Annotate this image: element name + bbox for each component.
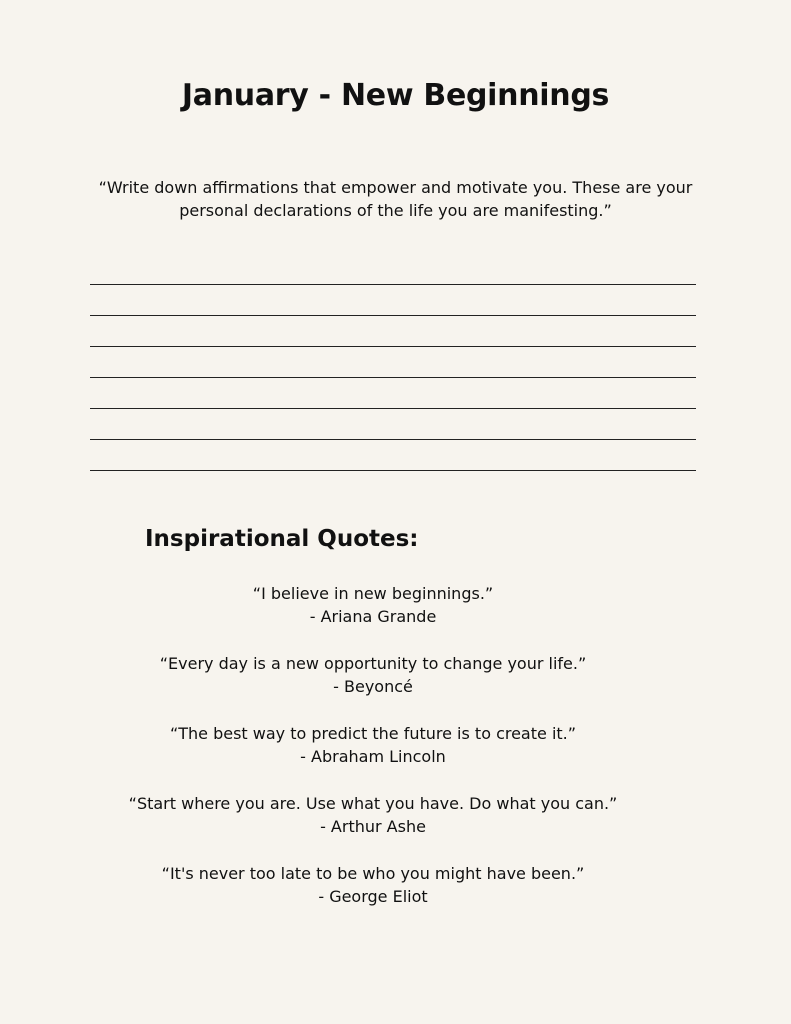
quote-author: - Ariana Grande bbox=[309, 607, 437, 626]
quote-author: - Beyoncé bbox=[333, 677, 413, 696]
page-title: January - New Beginnings bbox=[181, 78, 610, 113]
quote-text: “Every day is a new opportunity to change your life.” bbox=[159, 654, 587, 673]
quotes-list bbox=[90, 582, 656, 932]
quote-author: - Arthur Ashe bbox=[320, 817, 426, 836]
quote-item bbox=[90, 792, 656, 862]
quote-text: “The best way to predict the future is to create it.” bbox=[169, 724, 577, 743]
quote-item bbox=[90, 652, 656, 722]
quote-text: “It's never too late to be who you might have been.” bbox=[161, 864, 585, 883]
affirmation-instructions: “Write down affirmations that empower and motivate you. These are your personal declarations of the life you are manifesting.” bbox=[98, 178, 693, 220]
writing-line[interactable] bbox=[90, 470, 696, 501]
writing-line[interactable] bbox=[90, 346, 696, 377]
writing-line[interactable] bbox=[90, 315, 696, 346]
writing-line[interactable] bbox=[90, 439, 696, 470]
quote-item bbox=[90, 862, 656, 932]
writing-lines bbox=[90, 284, 696, 501]
quote-item bbox=[90, 722, 656, 792]
quote-text: “Start where you are. Use what you have. Do what you can.” bbox=[128, 794, 618, 813]
writing-line[interactable] bbox=[90, 408, 696, 439]
writing-line[interactable] bbox=[90, 284, 696, 315]
quote-item bbox=[90, 582, 656, 652]
quotes-heading: Inspirational Quotes: bbox=[145, 526, 419, 552]
quote-author: - Abraham Lincoln bbox=[300, 747, 446, 766]
quote-text: “I believe in new beginnings.” bbox=[252, 584, 494, 603]
quote-author: - George Eliot bbox=[318, 887, 428, 906]
writing-line[interactable] bbox=[90, 377, 696, 408]
